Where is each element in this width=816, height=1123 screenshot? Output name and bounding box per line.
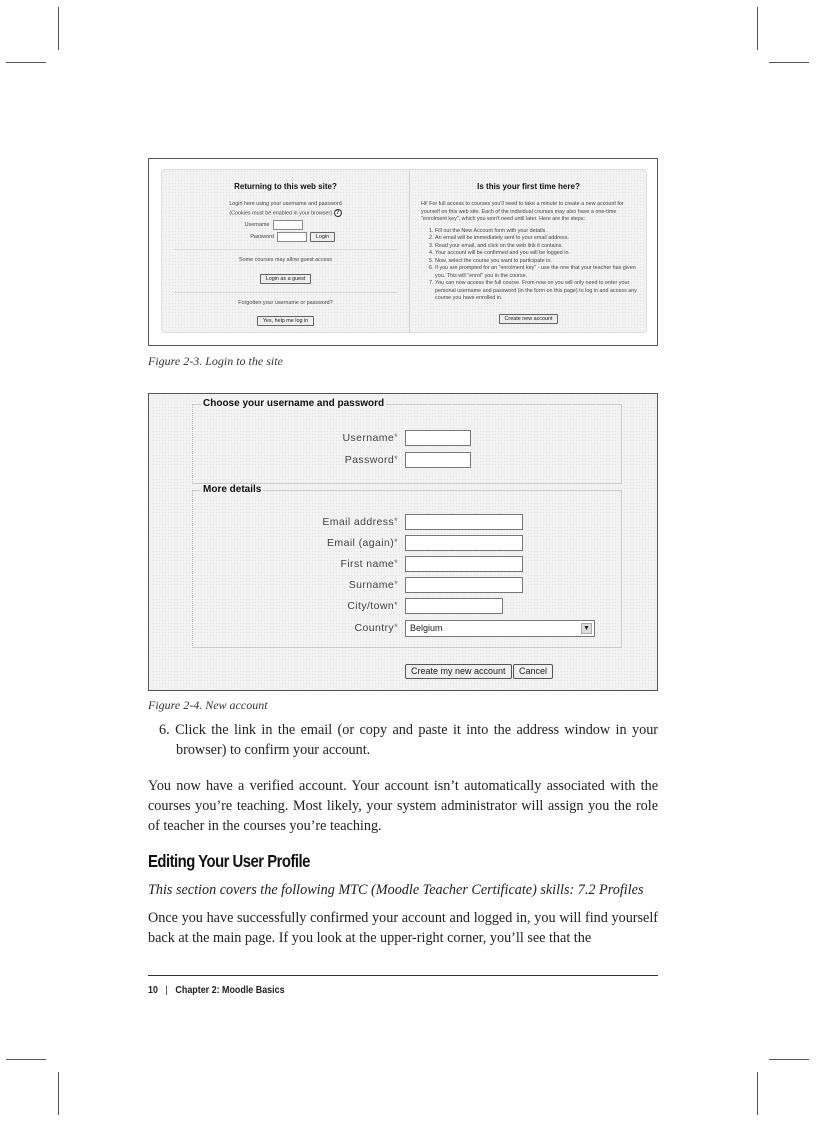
paragraph: Once you have successfully confirmed your account and logged in, you will find yourself back at the main page. If you look at the upper-right corner, you’ll see that the [148,910,658,946]
page-number: 10 [148,984,158,996]
step-item: 7. You can now access the full course. From now on you will only need to enter your personal username and password (in the form on this page) to log in and access any course you have enrolled in. [435,280,638,303]
country-value: Belgium [410,623,443,633]
username-label: Username [244,222,270,229]
divider [174,249,397,250]
form-row-surname: Surname* [193,576,621,594]
surname-input[interactable] [405,577,523,593]
step-6: 6. Click the link in the email (or copy and paste it into the address window in your browser) to confirm your account. [159,722,659,758]
chapter-title: Chapter 2: Moodle Basics [175,984,285,996]
figure-new-account-screenshot [148,393,658,691]
signup-steps [435,228,638,303]
step-item: 5. Now, select the course you want to participate in. [435,258,638,266]
crop-mark [58,1072,59,1115]
password-input[interactable] [277,232,307,242]
field-label: City/town [347,600,395,612]
crop-mark [769,62,809,63]
field-label: First name [340,558,395,570]
field-label: Username [342,432,395,444]
fieldset-credentials [192,398,622,484]
chevron-down-icon[interactable]: ▼ [581,623,592,634]
cookies-note: (Cookies must be enabled in your browser) ? [162,209,409,218]
email-again-input[interactable] [405,535,523,551]
country-select[interactable] [405,620,595,637]
guest-login-button[interactable]: Login as a guest [260,274,312,284]
first-time-intro: Hi! For full access to courses you'll need to take a minute to create a new account for yourself on this web site. Each of the individual courses may also have a one-time "enrolment key", which you won't need until later. Here are the steps: [421,201,624,222]
figure-caption: Figure 2-3. Login to the site [148,354,283,368]
create-new-account-button[interactable]: Create new account [499,314,559,324]
login-button[interactable]: Login [310,232,335,242]
cancel-button[interactable]: Cancel [513,664,553,679]
figure-caption: Figure 2-4. New account [148,698,268,712]
figure-login-screenshot [148,158,658,346]
fieldset-legend: More details [203,484,262,495]
login-page [161,169,647,333]
create-account-button[interactable]: Create my new account [405,664,512,679]
first-name-input[interactable] [405,556,523,572]
crop-mark [757,7,758,50]
crop-mark [757,1072,758,1115]
city-input[interactable] [405,598,503,614]
section-subtitle: This section covers the following MTC (Moodle Teacher Certificate) skills: 7.2 Profiles [148,882,644,898]
section-heading: Editing Your User Profile [148,851,310,871]
form-row-first-name: First name* [193,555,621,573]
password-input[interactable] [405,452,471,468]
guest-text: Some courses may allow guest access [239,257,332,264]
form-row-username: Username* [193,429,621,447]
crop-mark [6,1059,46,1060]
step-item: 2. An email will be immediately sent to your email address. [435,235,638,243]
footer-rule [148,975,658,976]
returning-heading: Returning to this web site? [234,182,337,191]
field-label: Country [354,622,395,634]
returning-panel [162,170,410,332]
forgot-password-button[interactable]: Yes, help me log in [257,316,314,326]
crop-mark [58,7,59,50]
field-label: Email address [322,516,395,528]
divider [174,292,397,293]
form-row-country: Country* Belgium ▼ [193,619,621,637]
crop-mark [6,62,46,63]
footer-separator: | [165,984,168,996]
help-icon[interactable]: ? [334,209,342,217]
field-label: Email (again) [327,537,395,549]
field-label: Password [344,454,395,466]
step-item: 4. Your account will be confirmed and you will be logged in. [435,250,638,258]
username-input[interactable] [405,430,471,446]
username-input[interactable] [273,220,303,230]
password-label: Password [250,234,274,241]
password-row [162,232,409,242]
forgot-text: Forgotten your username or password? [238,299,333,306]
login-intro: Login here using your username and password [229,201,342,207]
first-time-heading: Is this your first time here? [477,182,580,191]
username-row [162,220,409,230]
field-label: Surname [348,579,395,591]
form-row-city: City/town* [193,597,621,615]
step-item: 1. Fill out the New Account form with your details. [435,228,638,236]
first-time-panel [411,170,646,332]
step-item: 3. Read your email, and click on the web link it contains. [435,243,638,251]
form-row-email: Email address* [193,513,621,531]
email-input[interactable] [405,514,523,530]
fieldset-more-details [192,484,622,648]
form-row-email-again: Email (again)* [193,534,621,552]
crop-mark [769,1059,809,1060]
fieldset-legend: Choose your username and password [203,398,385,409]
page-footer [148,984,285,996]
step-item: 6. If you are prompted for an "enrolment key" - use the one that your teacher has given you. This will "enrol" you in the course. [435,265,638,280]
paragraph: You now have a verified account. Your account isn’t automatically associated with the courses you’re teaching. Most likely, your system administrator will assign you the role of teacher in the courses you’re teaching. [148,778,658,834]
form-row-password: Password* [193,451,621,469]
